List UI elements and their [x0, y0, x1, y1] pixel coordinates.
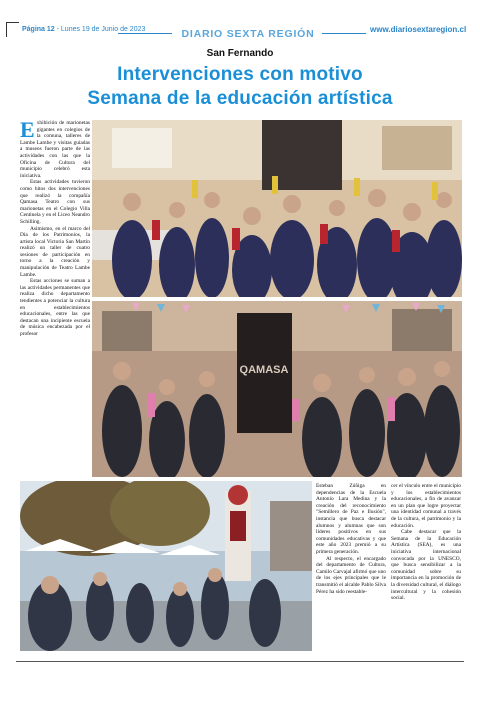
paragraph: Estas actividades tuvieron como hitos dos intervenciones que realizó la compañía Qamasa Teatro con sus marionetas en el Colegio Villa Centinela y en el Liceo Neandro Schilling.: [20, 179, 90, 225]
paragraph: [20, 117, 90, 179]
paragraph-text: xhibición de marionetas gigantes en colegios de la comuna, talleres de Lambe Lambe y visitas guiadas a museos fueron parte de las actividades con las que la Oficina de Cultura del municipio celebró esta iniciativa.: [20, 120, 90, 179]
page-label: Página 12: [22, 26, 55, 33]
article-column-middle: [316, 483, 386, 595]
paragraph: Asimismo, en el marco del Día de los Patrimonios, la artista local Victoria San Martín realizó un taller de cuatro sesiones de participación en torno a la creación y manipulación de Teatro Lambe Lambe.: [20, 225, 90, 278]
footer-rule: [16, 661, 464, 662]
article-kicker: San Fernando: [206, 48, 274, 59]
paragraph: Estas acciones se suman a las actividades permanentes que realiza dicho departamento tendientes a potenciar la cultura en establecimientos educacionales, entre las que destacan una incipiente escuela de música encabezada por el profesor: [20, 278, 90, 337]
headline-line-1: Intervenciones con motivo: [117, 64, 363, 85]
paragraph: Al respecto, el encargado del departamento de Cultura, Camilo Carvajal afirmó que uno de los ejes principales que le transmitió el alcalde Pablo Silva Pérez ha sido reestable-: [316, 555, 386, 595]
issue-date: - Lunes 19 de Junio de 2023: [54, 26, 146, 33]
banner-text: QAMASA: [239, 364, 289, 376]
photo-qamasa-group: [92, 301, 462, 477]
header-rule-right: [322, 33, 366, 34]
paragraph: cer el vínculo entre el municipio y los establecimientos educacionales, a fin de avanzar en un plan que logre proyectar una identidad comunal a través de la cultura, el patrimonio y la educación.: [391, 483, 461, 529]
header-rule-left: [118, 33, 172, 34]
newspaper-name: DIARIO SEXTA REGIÓN: [181, 28, 315, 40]
photo-students-marionettes: [92, 120, 462, 297]
article-column-left: [20, 117, 90, 338]
paragraph: Esteban Zúñiga en dependencias de la Escuela Antonio Lara Medina y la creación del reconocimiento "Semillero de Paz e Ilusión", instancia que busca destacar alumnos y alumnas que son líderes positivos en sus comunidades educativas y que este año 2023 premió a su primera generación.: [316, 483, 386, 555]
photo-image: [92, 120, 462, 297]
article-column-right: [391, 483, 461, 602]
headline-line-2: Semana de la educación artística: [87, 88, 393, 109]
crop-mark: [6, 22, 19, 37]
photo-outdoor-giant-marionette: [20, 481, 312, 651]
photo-image: [92, 301, 462, 477]
photo-image: [20, 481, 312, 651]
website-link[interactable]: www.diariosextaregion.cl: [370, 25, 467, 34]
paragraph: Cabe destacar que la Semana de la Educación Artística (SEA), es una iniciativa internacional convocada por la UNESCO, que busca sensibilizar a la comunidad sobre su importancia en la promoción de la diversidad cultural, el diálogo intercultural y la cohesión social.: [391, 529, 461, 602]
page-info: [22, 26, 145, 33]
drop-cap: E: [20, 117, 35, 142]
